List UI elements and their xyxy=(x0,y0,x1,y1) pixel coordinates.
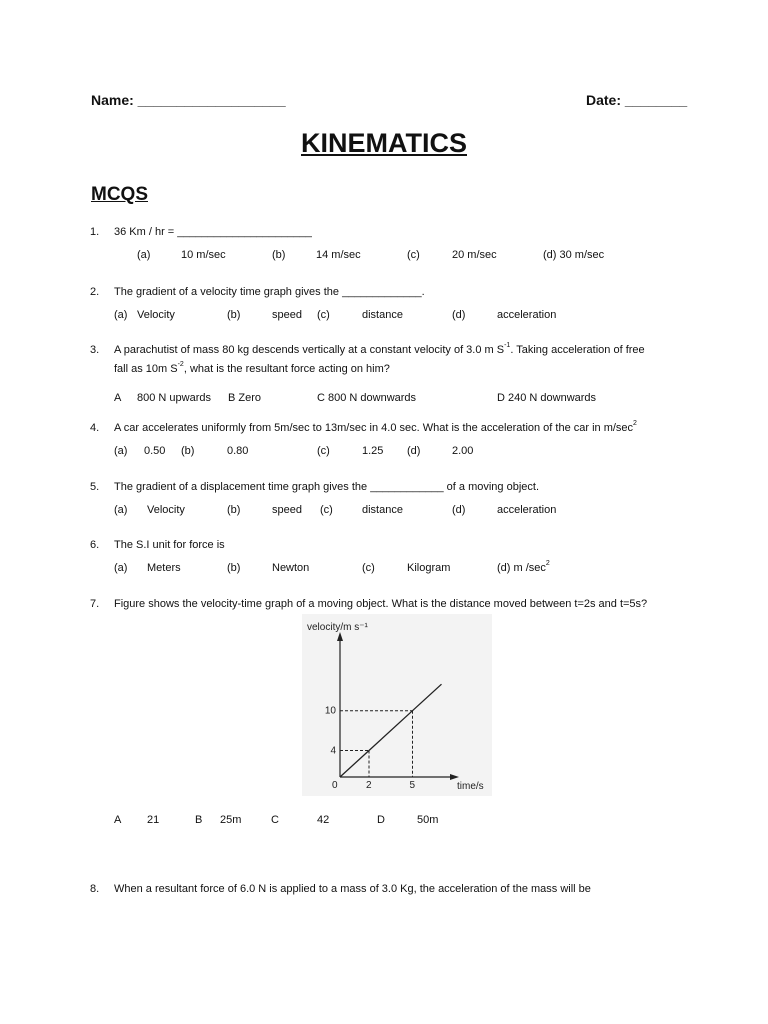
question-8-text: When a resultant force of 6.0 N is applied to a mass of 3.0 Kg, the acceleration of the mass will be xyxy=(114,883,591,895)
y-axis-label: velocity/m s⁻¹ xyxy=(307,622,368,633)
q2-option-b: speed xyxy=(272,309,302,321)
question-2-text: The gradient of a velocity time graph gives the _____________. xyxy=(114,286,425,298)
q6-option-a-label: (a) xyxy=(114,562,128,574)
q7-option-a: 21 xyxy=(147,814,160,826)
q4-option-b: 0.80 xyxy=(227,445,249,457)
question-5-number: 5. xyxy=(90,481,100,493)
q6-option-b-label: (b) xyxy=(227,562,241,574)
question-6-text: The S.I unit for force is xyxy=(114,539,225,551)
y-tick-label-1: 10 xyxy=(324,705,336,717)
q4-option-c: 1.25 xyxy=(362,445,384,457)
question-1-text: 36 Km / hr = ______________________ xyxy=(114,226,312,238)
q4-option-a-label: (a) xyxy=(114,445,128,457)
q4-option-a: 0.50 xyxy=(144,445,166,457)
q6-option-d: (d) m $/\sec^2$ xyxy=(497,560,550,574)
question-2-number: 2. xyxy=(90,286,100,298)
q7-option-b: 25m xyxy=(220,814,242,826)
q7-option-c: 42 xyxy=(317,814,330,826)
q2-option-b-label: (b) xyxy=(227,309,241,321)
q1-option-d: (d) 30 m/sec xyxy=(543,249,605,261)
question-7-text: Figure shows the velocity-time graph of a moving object. What is the distance moved between t=2s and t=5s? xyxy=(114,598,648,610)
q5-option-b-label: (b) xyxy=(227,504,241,516)
q1-option-b-label: (b) xyxy=(272,249,286,261)
x-tick-label-2: 5 xyxy=(409,780,416,791)
question-3-text-line-2: fall as 10m $S^{-2}$, what is the resultant force acting on him? xyxy=(114,361,390,375)
question-3-number: 3. xyxy=(90,344,100,356)
q5-option-d-label: (d) xyxy=(452,504,466,516)
name-field-label: Name: ___________________ xyxy=(91,92,286,108)
q2-option-c-label: (c) xyxy=(317,309,330,321)
q3-option-d: D 240 N downwards xyxy=(497,392,597,404)
q3-option-b: B Zero xyxy=(228,392,262,404)
q1-option-a-label: (a) xyxy=(137,249,151,261)
q2-option-c: distance xyxy=(362,309,403,321)
q1-option-c: 20 m/sec xyxy=(452,249,497,261)
q5-option-a-label: (a) xyxy=(114,504,128,516)
question-3-text-line-1: A parachutist of mass 80 kg descends vertically at a constant velocity of 3.0 m $S^{-1}$. Taking acceleration of free xyxy=(114,342,645,356)
q4-option-c-label: (c) xyxy=(317,445,330,457)
question-6-number: 6. xyxy=(90,539,100,551)
q4-option-b-label: (b) xyxy=(181,445,195,457)
q3-option-a-label: A xyxy=(114,392,122,404)
q5-option-a: Velocity xyxy=(147,504,185,516)
question-5-text: The gradient of a displacement time graph gives the ____________ of a moving object. xyxy=(114,481,539,493)
x-tick-label-1: 2 xyxy=(366,780,372,791)
q7-option-d: 50m xyxy=(417,814,439,826)
q7-option-d-label: D xyxy=(377,814,385,826)
question-4-text: A car accelerates uniformly from 5m/sec to 13m/sec in 4.0 sec. What is the acceleration of the car in $m/\sec^2$ xyxy=(114,420,637,434)
q1-option-c-label: (c) xyxy=(407,249,420,261)
q7-option-c-label: C xyxy=(271,814,279,826)
q5-option-c: distance xyxy=(362,504,403,516)
q2-option-d: acceleration xyxy=(497,309,557,321)
q4-option-d: 2.00 xyxy=(452,445,474,457)
q6-option-b: Newton xyxy=(272,562,310,574)
q7-option-b-label: B xyxy=(195,814,203,826)
q5-option-b: speed xyxy=(272,504,302,516)
x-axis-label: time/s xyxy=(457,781,484,792)
section-heading: MCQS xyxy=(91,184,148,205)
q6-option-c: Kilogram xyxy=(407,562,451,574)
q1-option-b: 14 m/sec xyxy=(316,249,361,261)
q6-option-a: Meters xyxy=(147,562,181,574)
q3-option-c: C 800 N downwards xyxy=(317,392,417,404)
q5-option-c-label: (c) xyxy=(320,504,333,516)
x-tick-label-0: 0 xyxy=(332,780,338,791)
q6-option-c-label: (c) xyxy=(362,562,375,574)
date-field-label: Date: ________ xyxy=(586,92,688,108)
y-tick-label-0: 4 xyxy=(330,745,336,757)
q7-option-a-label: A xyxy=(114,814,122,826)
q4-option-d-label: (d) xyxy=(407,445,421,457)
q2-option-a-label: (a) xyxy=(114,309,128,321)
velocity-time-graph xyxy=(302,614,492,796)
question-4-number: 4. xyxy=(90,422,100,434)
page-title: KINEMATICS xyxy=(301,128,467,158)
q3-option-a: 800 N upwards xyxy=(137,392,211,404)
q1-option-a: 10 m/sec xyxy=(181,249,226,261)
question-7-number: 7. xyxy=(90,598,100,610)
question-8-number: 8. xyxy=(90,883,100,895)
q2-option-d-label: (d) xyxy=(452,309,466,321)
question-1-number: 1. xyxy=(90,226,100,238)
q2-option-a: Velocity xyxy=(137,309,175,321)
q5-option-d: acceleration xyxy=(497,504,557,516)
